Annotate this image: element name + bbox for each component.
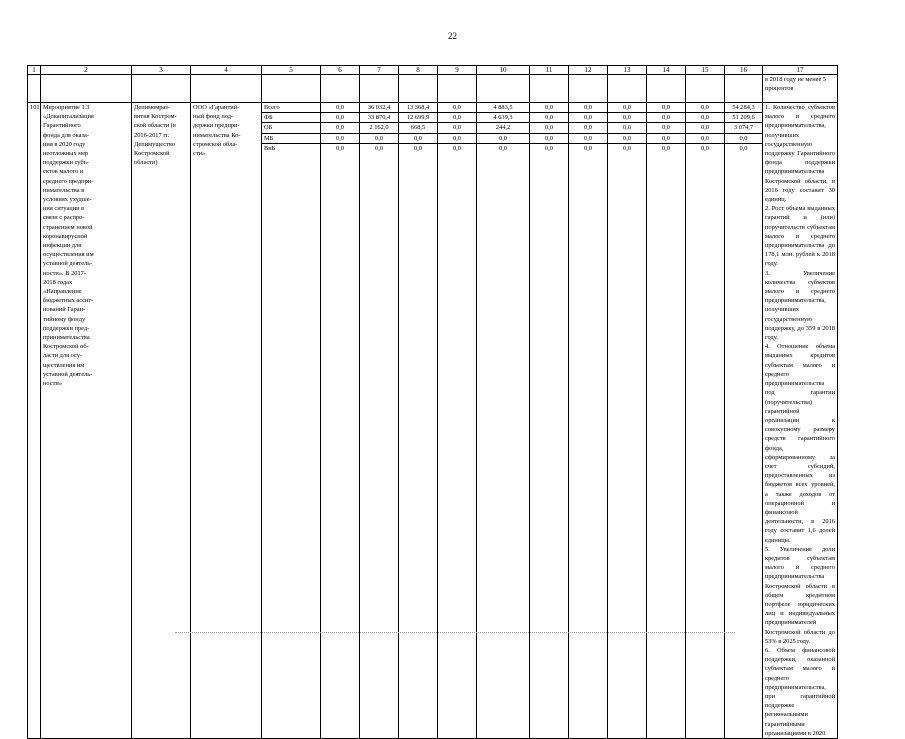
value: 0,0	[623, 144, 631, 152]
value-cell	[360, 103, 399, 739]
participant: ООО «Гарантий- ный фонд под- держки предпри- нимательства Ко- стромской обла- сти»	[191, 103, 262, 739]
value-cell	[569, 103, 608, 739]
value: 0,0	[438, 103, 476, 113]
value: 0,0	[321, 123, 359, 133]
source-label: Всего	[262, 103, 320, 113]
value: 0,0	[569, 113, 607, 123]
col-num: 9	[438, 66, 477, 75]
value-cell	[399, 103, 438, 739]
measure-row	[28, 103, 838, 739]
source-label: ОБ	[262, 123, 320, 133]
col-num: 11	[530, 66, 569, 75]
measure-name: Мероприятие 1.3 «Докапитализация Гарантийного фонда для оказа- ния в 2020 году неотложных мер поддержки субъ- ектов малого и среднего предпри- нимательства в условиях ухудше- ния ситуации в связи с распро- странением новой коронавирусной инфекции для осуществления им уставной деятель- ности». В 2017- 2018 годах «Направление бюджетных ассиг- нований Гаран- тийному фонду поддержки пред- принимательства Костромской об- ласти для осу- ществления им уставной деятель- ности»	[41, 103, 132, 739]
value: 0,0	[686, 123, 724, 133]
value-cell	[438, 103, 477, 739]
value-cell	[686, 103, 725, 739]
value: 36 032,4	[360, 103, 398, 113]
value: 0,0	[530, 113, 568, 123]
value: 0,0	[686, 103, 724, 113]
row-number: 101.	[28, 103, 41, 739]
value: 4 883,5	[477, 103, 529, 113]
value: 0,0	[375, 144, 383, 152]
value-cell	[647, 103, 686, 739]
value: 54 284,3	[725, 103, 762, 113]
value: 0,0	[438, 123, 476, 133]
col-num: 7	[360, 66, 399, 75]
value: 0,0	[739, 144, 748, 152]
col-num: 3	[132, 66, 191, 75]
value: 0,0	[438, 113, 476, 123]
program-table	[27, 65, 838, 739]
value-cell	[608, 103, 647, 739]
value: 0,0	[647, 134, 685, 144]
value: 0,0	[725, 134, 762, 144]
value-cell	[321, 103, 360, 739]
source-label: ВнБ	[264, 144, 276, 152]
value: 0,0	[608, 103, 646, 113]
value: 0,0	[399, 134, 437, 144]
col-num: 8	[399, 66, 438, 75]
col-num: 16	[725, 66, 763, 75]
value: 0,0	[662, 144, 670, 152]
value: 668,5	[399, 123, 437, 133]
source-label: МБ	[262, 134, 320, 144]
col-num: 4	[191, 66, 262, 75]
value: 0,0	[569, 103, 607, 113]
value: 0,0	[569, 123, 607, 133]
value: 0,0	[584, 144, 592, 152]
value-cell	[477, 103, 530, 739]
value: 0,0	[608, 134, 646, 144]
expected-results: 1. Количество субъектов малого и среднего предпринимательства, получивших государственную поддержку Гарантийного фонда поддержки предпринимательства Костромской области, в 2016 году составит 30 единиц. 2. Рост объема выданных гарантий и (или) поручительств субъектам малого и среднего предпринимательства до 178,1 млн. рублей к 2018 году. 3. Увеличение количества субъектов малого и среднего предпринимательства, получивших государственную поддержку, до 359 в 2018 году. 4. Отношение объема выданных кредитов субъектам малого и среднего предпринимательства под гарантии (поручительства) гарантийной организации к совокупному размеру средств гарантийного фонда, сформированному за счет субсидий, предоставленных из бюджетов всех уровней, а также доходов от операционной и финансовой деятельности, в 2016 году составит 1,6 долей единицы. 5. Увеличение доли кредитов субъектам малого и среднего предпринимательства Костромской области в общем кредитном портфеле юридических лиц и индивидуальных предпринимателей Костромской области до 53% в 2025 году. 6. Объем финансовой поддержки, оказанной субъектам малого и среднего предпринимательства, при гарантийной поддержке региональными гарантийными организациями в 2020	[763, 103, 838, 739]
value: 0,0	[608, 113, 646, 123]
value: 0,0	[647, 113, 685, 123]
col-num: 2	[41, 66, 132, 75]
value: 0,0	[453, 144, 461, 152]
value: 0,0	[336, 144, 344, 152]
value: 0,0	[321, 113, 359, 123]
column-numbers-row	[28, 66, 838, 75]
value: 244,2	[477, 123, 529, 133]
value: 0,0	[360, 134, 398, 144]
value: 0,0	[530, 123, 568, 133]
value: 0,0	[686, 113, 724, 123]
continuation-row	[28, 75, 838, 103]
col-num: 1	[28, 66, 41, 75]
col-num: 14	[647, 66, 686, 75]
value: 0,0	[569, 134, 607, 144]
value: 0,0	[530, 134, 568, 144]
col-num: 17	[763, 66, 838, 75]
value: 0,0	[477, 134, 529, 144]
value: 0,0	[647, 123, 685, 133]
value: 0,0	[701, 144, 709, 152]
value: 0,0	[321, 103, 359, 113]
page-edge-line	[175, 632, 735, 633]
value: 0,0	[686, 134, 724, 144]
value: 51 209,6	[725, 113, 762, 123]
value: 4 639,3	[477, 113, 529, 123]
page-number: 22	[448, 31, 457, 41]
value: 13 368,4	[399, 103, 437, 113]
col-num: 5	[262, 66, 321, 75]
value-cell	[530, 103, 569, 739]
executor: Депимомраз- вития Костром- ской области (в 2016-2017 гг. Депимущество Костромской области)	[132, 103, 191, 739]
value: 0,0	[321, 134, 359, 144]
value: 2 162,0	[360, 123, 398, 133]
col-num: 6	[321, 66, 360, 75]
col-num: 12	[569, 66, 608, 75]
value-cell	[725, 103, 763, 739]
value: 33 870,4	[360, 113, 398, 123]
value: 3 074,7	[725, 123, 762, 133]
continuation-text: в 2018 году не менее 5 процентов	[763, 75, 838, 103]
funding-sources	[262, 103, 321, 739]
value: 0,0	[545, 144, 553, 152]
value: 0,0	[647, 103, 685, 113]
value: 0,0	[499, 144, 507, 152]
col-num: 15	[686, 66, 725, 75]
value: 0,0	[438, 134, 476, 144]
value: 0,0	[530, 103, 568, 113]
value: 0,0	[414, 144, 422, 152]
value: 12 699,9	[399, 113, 437, 123]
source-label: ФБ	[262, 113, 320, 123]
col-num: 10	[477, 66, 530, 75]
value: 0,0	[608, 123, 646, 133]
col-num: 13	[608, 66, 647, 75]
